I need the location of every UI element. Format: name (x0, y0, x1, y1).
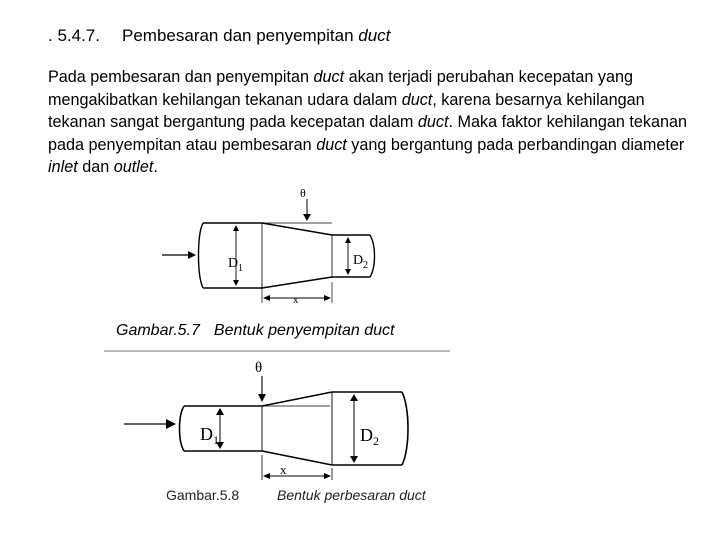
contraction-duct-diagram (160, 185, 400, 315)
d2-label: D (353, 253, 364, 268)
para-seg: inlet (48, 158, 78, 176)
figure1-caption (116, 322, 394, 340)
theta-label: θ (255, 360, 263, 376)
para-seg: duct (401, 90, 433, 109)
section-title: Pembesaran dan penyempitan (122, 26, 359, 45)
para-seg: dan (77, 158, 114, 176)
body-paragraph (48, 66, 688, 179)
flow-arrowhead (166, 419, 176, 429)
d1-subscript: 1 (213, 433, 219, 447)
expansion-duct-diagram (120, 352, 420, 487)
para-seg: outlet (113, 158, 154, 176)
x-label: x (280, 462, 287, 477)
d2-subscript: 2 (373, 434, 379, 448)
para-seg: . Maka faktor kehilangan tekanan pada penyempitan atau pembesaran (48, 113, 687, 154)
duct-outline (180, 392, 409, 465)
para-seg: yang bergantung pada perbandingan diameter (346, 135, 685, 154)
d1-subscript: 1 (238, 263, 243, 274)
para-seg: Pada pembesaran dan penyempitan (48, 68, 314, 86)
d2-label: D (360, 425, 373, 445)
para-seg: akan terjadi perubahan kecepatan yang mengakibatkan kehilangan tekanan udara dalam (48, 68, 633, 109)
section-title-italic: duct (358, 26, 391, 45)
para-seg: duct (313, 68, 345, 86)
figure1-caption-label: Gambar.5.7 (116, 322, 200, 339)
theta-label: θ (300, 186, 306, 200)
d2-subscript: 2 (363, 260, 368, 271)
section-number: . 5.4.7. (48, 26, 100, 45)
flow-arrowhead (188, 251, 196, 259)
theta-arrowhead (303, 214, 311, 221)
para-seg: duct (417, 113, 449, 131)
figure2-caption-text: Bentuk perbesaran duct (277, 487, 426, 503)
figure2-caption-label: Gambar.5.8 (166, 487, 240, 503)
para-seg: . (153, 158, 158, 176)
para-seg: , karena besarnya kehilangan tekanan sangat bergantung pada kecepatan dalam (48, 90, 645, 131)
d1-label: D (200, 424, 213, 444)
section-heading (48, 26, 390, 46)
figure1-caption-text: Bentuk penyempitan duct (213, 322, 395, 339)
d1-label: D (228, 256, 239, 271)
x-label: x (293, 294, 299, 306)
theta-arrowhead (258, 394, 266, 402)
para-seg: duct (316, 135, 347, 154)
